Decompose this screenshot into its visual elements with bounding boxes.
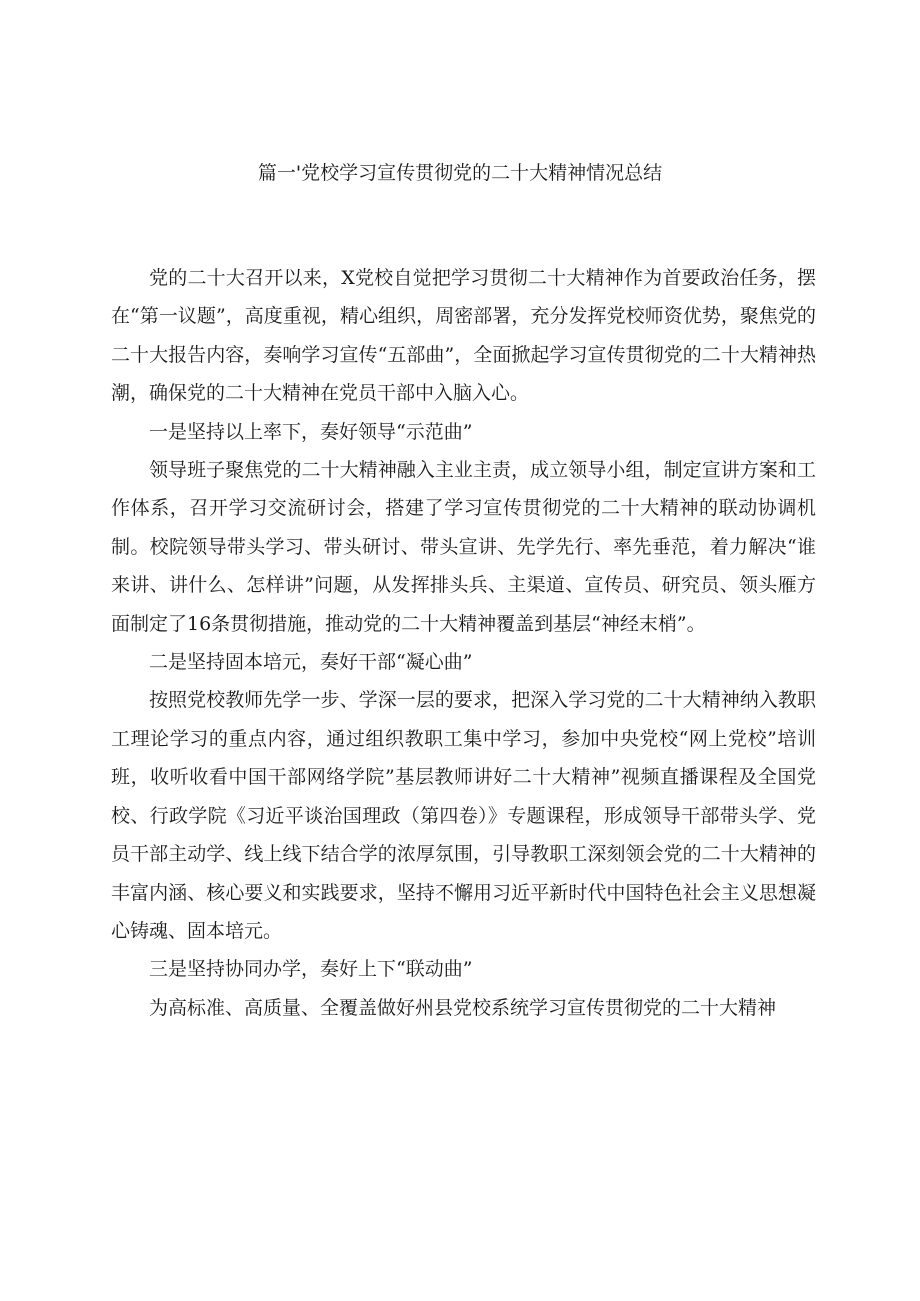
- section-heading-3: 三是坚持协同办学，奏好上下“联动曲”: [149, 958, 473, 981]
- paragraph-section-3: 为高标准、高质量、全覆盖做好州县党校系统学习宣传贯彻党的二十大精神: [149, 996, 777, 1019]
- section-heading-1: 一是坚持以上率下，奏好领导“示范曲”: [149, 420, 473, 443]
- paragraph-section-1: 领导班子聚焦党的二十大精神融入主业主责，成立领导小组，制定宣讲方案和工作体系，召开学习交流研讨会，搭建了学习宣传贯彻党的二十大精神的联动协调机制。校院领导带头学习、带头研讨、带头宣讲、先学先行、率先垂范，着力解决“谁来讲、讲什么、怎样讲”问题，从发挥排头兵、主渠道、宣传员、研究员、领头雁方面制定了16条贯彻措施，推动党的二十大精神覆盖到基层“神经末梢”。: [111, 459, 816, 635]
- paragraph-section-2: 按照党校教师先学一步、学深一层的要求，把深入学习党的二十大精神纳入教职工理论学习的重点内容，通过组织教职工集中学习，参加中央党校“网上党校”培训班，收听收看中国干部网络学院”基层教师讲好二十大精神”视频直播课程及全国党校、行政学院《习近平谈治国理政（第四卷）》专题课程，形成领导干部带头学、党员干部主动学、线上线下结合学的浓厚氛围，引导教职工深刻领会党的二十大精神的丰富内涵、核心要义和实践要求，坚持不懈用习近平新时代中国特色社会主义思想凝心铸魂、固本培元。: [111, 689, 816, 942]
- paragraph-intro: 党的二十大召开以来，X党校自觉把学习贯彻二十大精神作为首要政治任务，摆在“第一议题”，高度重视，精心组织，周密部署，充分发挥党校师资优势，聚焦党的二十大报告内容，奏响学习宣传“五部曲”，全面掀起学习宣传贯彻党的二十大精神热潮，确保党的二十大精神在党员干部中入脑入心。: [111, 267, 816, 405]
- document-title: 篇一'党校学习宣传贯彻党的二十大精神情况总结: [257, 162, 663, 184]
- document-body: [111, 259, 816, 1027]
- section-heading-2: 二是坚持固本培元，奏好干部“凝心曲”: [149, 651, 473, 674]
